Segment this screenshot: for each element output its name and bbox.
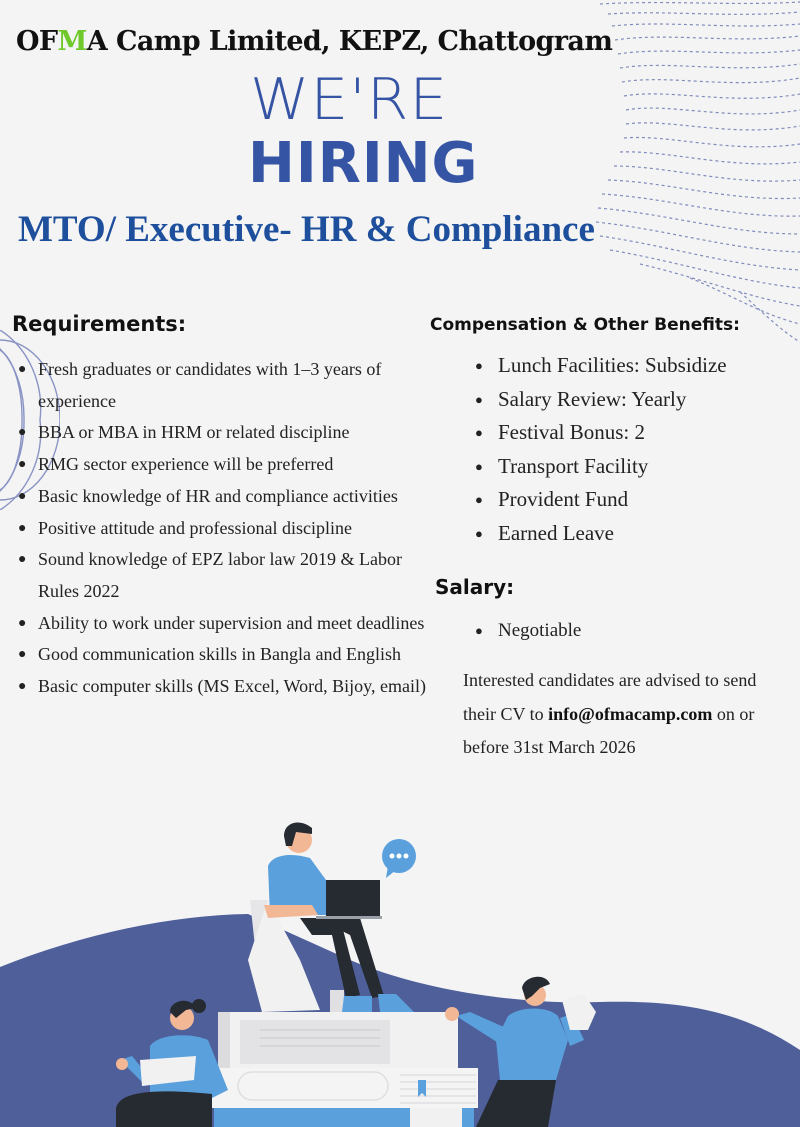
bullet-icon: ● [18, 647, 27, 663]
salary-list [475, 616, 581, 646]
list-item: ● Lunch Facilities: Subsidize [475, 349, 727, 383]
book-top [218, 1012, 458, 1070]
bullet-icon: ● [475, 358, 483, 373]
bullet-icon: ● [475, 458, 483, 474]
bullet-icon: ● [475, 623, 483, 638]
blue-wave-blob [0, 914, 800, 1127]
list-item: ● RMG sector experience will be preferred [18, 449, 433, 481]
benefits-list [475, 349, 727, 551]
company-name: OFMA Camp Limited, KEPZ, Chattogram [16, 26, 613, 57]
hiring-heading: HIRING [248, 131, 479, 196]
list-item: ● Good communication skills in Bangla and English [18, 639, 433, 671]
benefits-heading: Compensation & Other Benefits: [430, 315, 740, 335]
bullet-icon: ● [18, 488, 27, 504]
list-item: ● Basic knowledge of HR and compliance activities [18, 481, 433, 513]
bullet-icon: ● [18, 457, 27, 473]
were-heading: WE'RE [250, 66, 449, 134]
position-title: MTO/ Executive- HR & Compliance [18, 209, 595, 250]
list-item: ● Basic computer skills (MS Excel, Word, Bijoy, email) [18, 671, 433, 703]
requirements-list [18, 354, 433, 703]
people-studying-illustration [0, 800, 800, 1127]
laptop-icon [326, 880, 380, 918]
bullet-icon: ● [18, 679, 27, 695]
list-item: ● Provident Fund [475, 483, 727, 517]
list-item: ● Sound knowledge of EPZ labor law 2019 & Labor Rules 2022 [18, 544, 433, 607]
bullet-icon: ● [18, 552, 27, 568]
bullet-icon: ● [18, 362, 27, 377]
company-name-accent: M [57, 26, 87, 57]
list-item: ● Transport Facility [475, 450, 727, 484]
list-item: ● Fresh graduates or candidates with 1–3 years of experience [18, 354, 433, 417]
bullet-icon: ● [475, 492, 483, 508]
list-item: ● Positive attitude and professional discipline [18, 513, 433, 545]
person-woman-body [150, 1035, 228, 1098]
list-item: ● Ability to work under supervision and meet deadlines [18, 608, 433, 640]
bullet-icon: ● [18, 425, 27, 441]
bullet-icon: ● [475, 425, 483, 441]
bullet-icon: ● [18, 520, 27, 536]
book-bottom [214, 1108, 474, 1127]
list-item: ● BBA or MBA in HRM or related discipline [18, 417, 433, 449]
person-man-body [496, 1009, 568, 1081]
list-item: ● Salary Review: Yearly [475, 383, 727, 417]
list-item: ● Festival Bonus: 2 [475, 416, 727, 450]
chair-icon [250, 900, 268, 1012]
person-laptop-body [268, 855, 326, 915]
chat-bubble-icon [382, 839, 416, 878]
apply-instructions: Interested candidates are advised to send their CV to info@ofmacamp.com on or before 31st March 2026 [463, 670, 757, 757]
list-item: ● Earned Leave [475, 517, 727, 551]
bullet-icon: ● [475, 391, 483, 407]
bullet-icon: ● [18, 615, 27, 631]
list-item: ● Negotiable [475, 616, 581, 646]
salary-heading: Salary: [435, 575, 515, 599]
requirements-heading: Requirements: [12, 312, 187, 336]
book-middle [210, 1068, 478, 1108]
contact-email[interactable]: info@ofmacamp.com [548, 703, 713, 724]
bullet-icon: ● [475, 525, 483, 541]
